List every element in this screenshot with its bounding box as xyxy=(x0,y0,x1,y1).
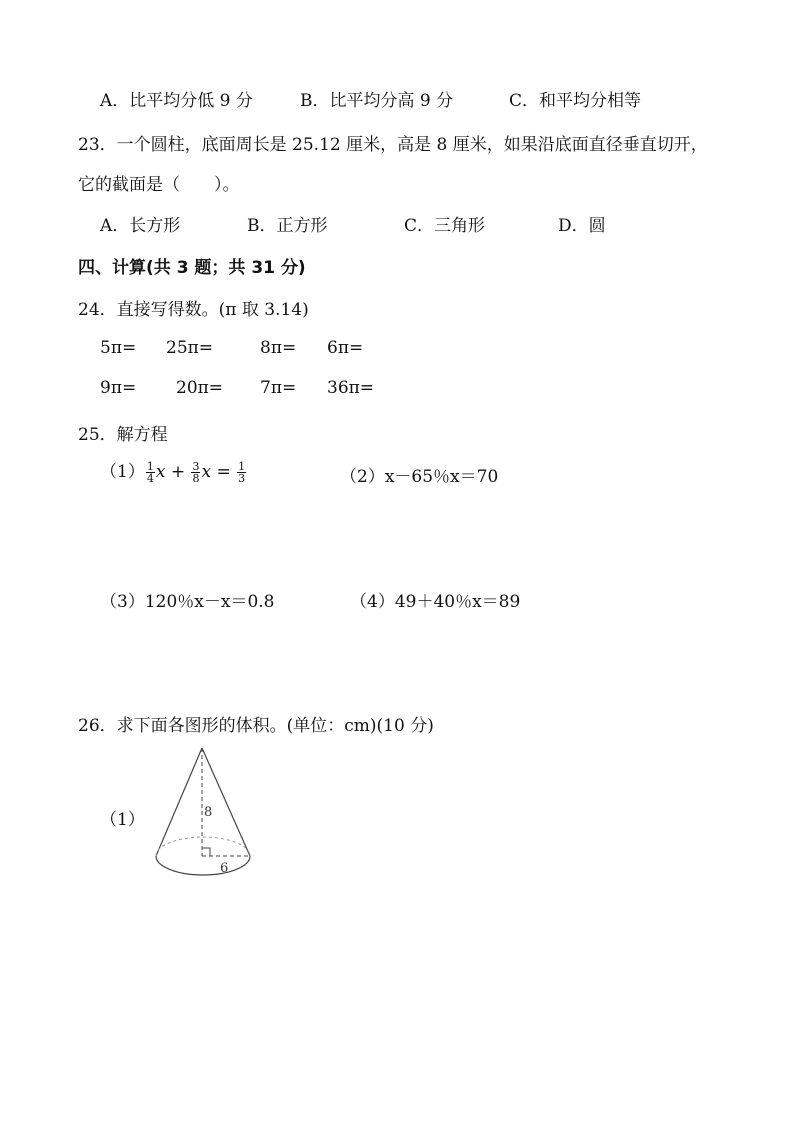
q24-item: 5π= xyxy=(100,338,137,358)
height-label: 8 xyxy=(204,805,213,820)
radius-label: 6 xyxy=(220,861,229,876)
plus-sign: + xyxy=(170,462,186,482)
fraction: $\frac{3}{8}$ xyxy=(192,460,200,485)
q24-item: 7π= xyxy=(260,378,297,398)
fraction: $\frac{1}{4}$ xyxy=(146,460,154,485)
q25-equation-4: （4）49＋40％x＝89 xyxy=(350,592,521,612)
eq-label: （1） xyxy=(100,462,145,482)
q22-option-b: B．比平均分高 9 分 xyxy=(300,91,454,111)
q23-option-b: B．正方形 xyxy=(247,216,328,236)
q25-equation-1 xyxy=(100,456,247,488)
q22-option-a: A．比平均分低 9 分 xyxy=(100,91,253,111)
q23-option-d: D．圆 xyxy=(558,216,606,236)
q24-item: 25π= xyxy=(166,338,214,358)
q24-item: 20π= xyxy=(176,378,224,398)
variable: x xyxy=(201,462,212,482)
cone-base-back xyxy=(156,837,250,856)
variable: x xyxy=(155,462,166,482)
q24-item: 9π= xyxy=(100,378,137,398)
q24-item: 36π= xyxy=(327,378,375,398)
right-angle-mark xyxy=(202,848,210,856)
cone-base-front xyxy=(156,856,250,875)
q23-option-c: C．三角形 xyxy=(404,216,486,236)
q23-stem-line1: 23．一个圆柱，底面周长是 25.12 厘米，高是 8 厘米，如果沿底面直径垂直切开， xyxy=(78,135,708,155)
q24-title: 24．直接写得数。(π 取 3.14) xyxy=(78,300,309,320)
cone-side-right xyxy=(202,748,250,856)
q23-option-a: A．长方形 xyxy=(100,216,181,236)
q23-stem-line2: 它的截面是（ ）。 xyxy=(78,175,240,195)
q25-equation-3: （3）120％x－x＝0.8 xyxy=(100,592,275,612)
q22-option-c: C．和平均分相等 xyxy=(509,91,642,111)
q25-equation-2: （2）x－65％x＝70 xyxy=(340,467,499,487)
section-title: 四、计算(共 3 题；共 31 分) xyxy=(78,258,306,278)
q26-title: 26．求下面各图形的体积。(单位：cm)(10 分) xyxy=(78,716,434,736)
equals-sign: = xyxy=(216,462,231,482)
q24-item: 8π= xyxy=(260,338,297,358)
q24-item: 6π= xyxy=(327,338,364,358)
fraction: $\frac{1}{3}$ xyxy=(238,460,246,485)
cone-figure xyxy=(140,740,270,885)
q26-figure-label: （1） xyxy=(100,810,145,830)
q25-title: 25．解方程 xyxy=(78,425,168,445)
